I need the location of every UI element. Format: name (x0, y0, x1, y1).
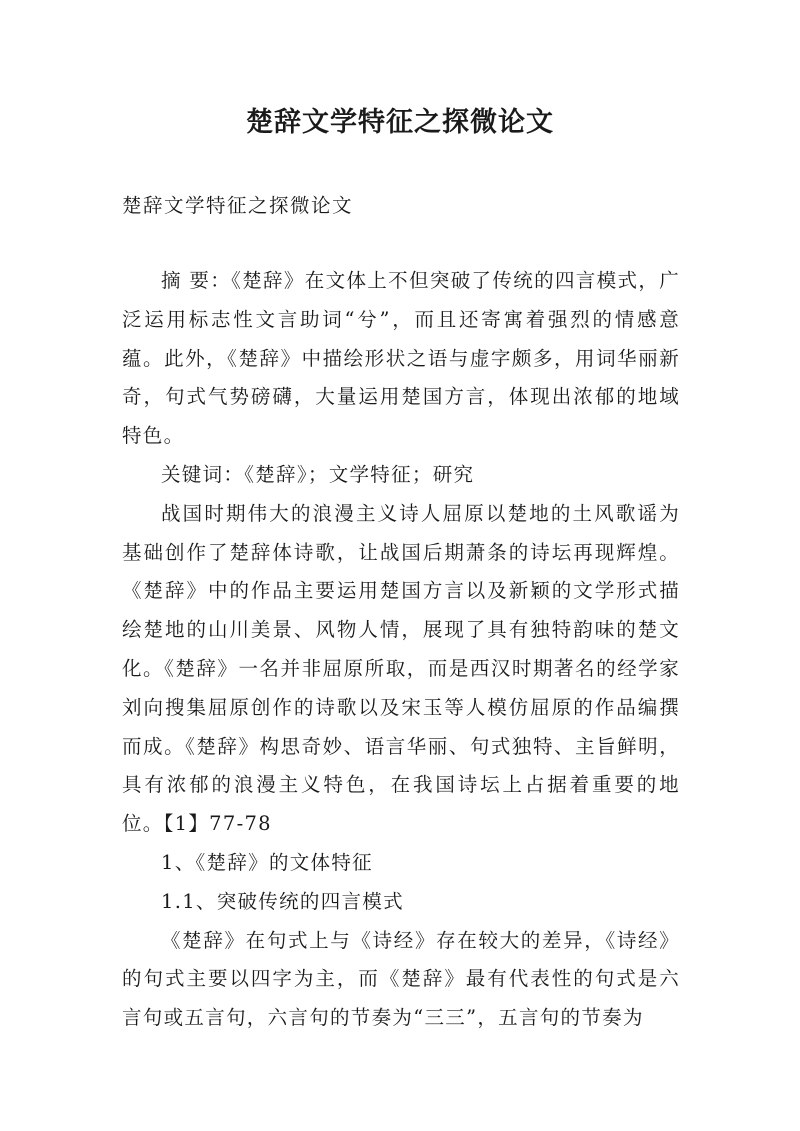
section-heading: 1、《楚辞》的文体特征 (161, 850, 373, 874)
keywords-paragraph: 关键词：《楚辞》；文学特征；研究 (161, 462, 475, 486)
document-title: 楚辞文学特征之探微论文 (246, 107, 554, 138)
abstract-paragraph: 摘 要：《楚辞》在文体上不但突破了传统的四言模式，广泛运用标志性文言助词“兮”，而且还寄寓着强烈的情感意蕴。此外，《楚辞》中描绘形状之语与虚字颇多，用词华丽新奇，句式气势磅礴，大量运用楚国方言，体现出浓郁的地域特色。 (122, 269, 680, 448)
document-subtitle: 楚辞文学特征之探微论文 (122, 194, 354, 217)
document-body (122, 262, 680, 1038)
subsection-heading: 1.1、突破传统的四言模式 (161, 889, 404, 913)
body-paragraph: 《楚辞》在句式上与《诗经》存在较大的差异，《诗经》的句式主要以四字为主，而《楚辞》最有代表性的句式是六言句或五言句，六言句的节奏为“三三”，五言句的节奏为 (122, 928, 680, 1030)
intro-paragraph: 战国时期伟大的浪漫主义诗人屈原以楚地的土风歌谣为基础创作了楚辞体诗歌，让战国后期萧条的诗坛再现辉煌。《楚辞》中的作品主要运用楚国方言以及新颖的文学形式描绘楚地的山川美景、风物人情，展现了具有独特韵味的楚文化。《楚辞》一名并非屈原所取，而是西汉时期著名的经学家刘向搜集屈原创作的诗歌以及宋玉等人模仿屈原的作品编撰而成。《楚辞》构思奇妙、语言华丽、句式独特、主旨鲜明，具有浓郁的浪漫主义特色，在我国诗坛上占据着重要的地位。【1】77-78 (122, 501, 680, 836)
